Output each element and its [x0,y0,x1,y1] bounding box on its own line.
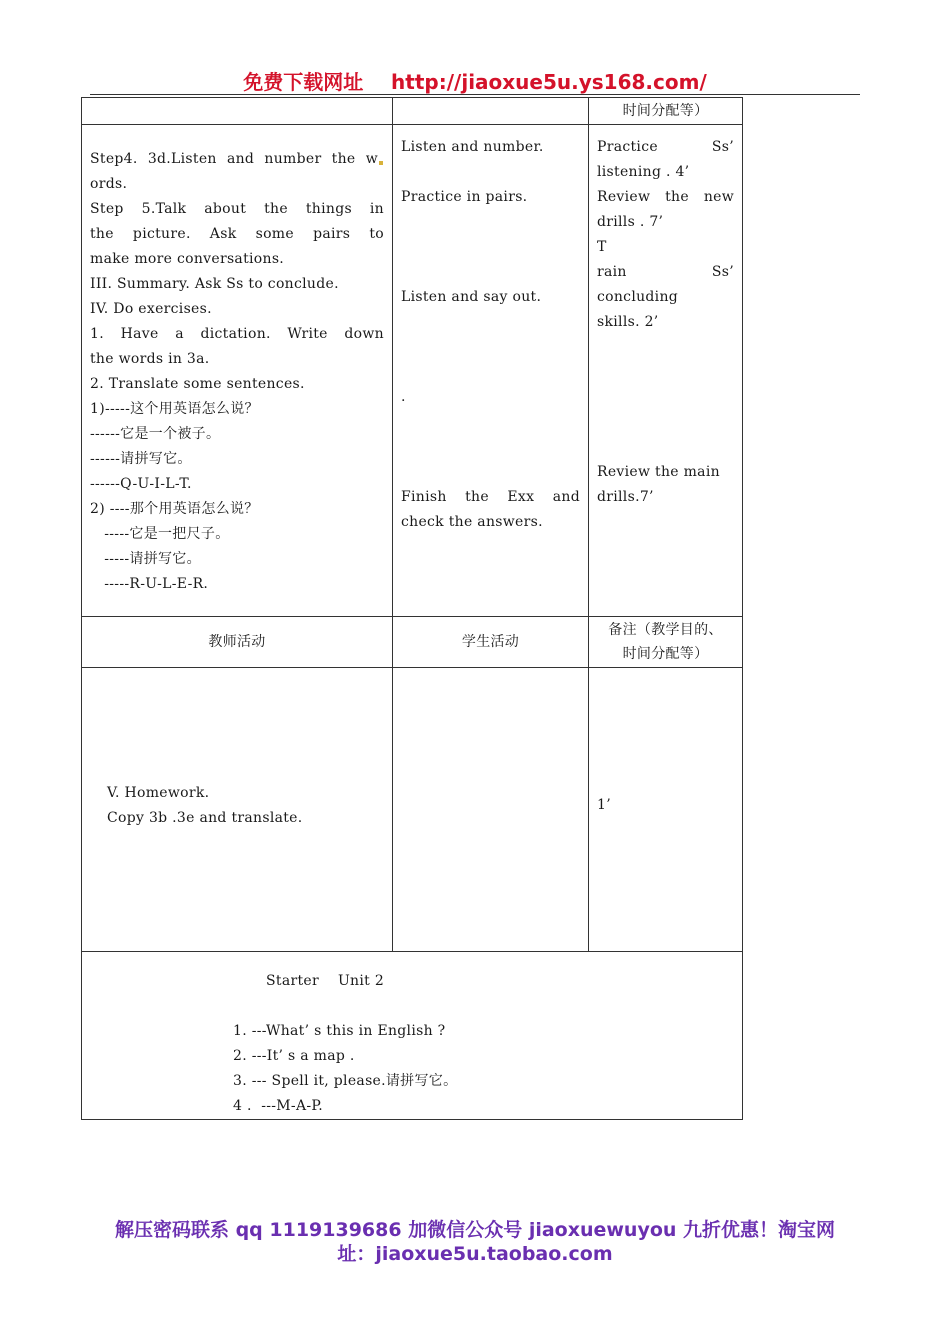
notes-header-fragment: 时间分配等） [622,103,709,119]
notes-cell-top [589,98,743,125]
text-line: make more conversations. [90,251,285,267]
text-line: 1)-----这个用英语怎么说？ [90,401,259,417]
text-line: check the answers. [401,514,543,530]
homework-student-cell [393,668,589,952]
text-line: Review the new [597,189,734,205]
content-row [82,125,743,617]
homework-cell [82,668,393,952]
text-line: the picture. Ask some pairs to [90,226,384,242]
text-line: skills. 2’ [597,314,659,330]
teacher-cell-top [82,98,393,125]
board-line: 1. ---What’ s this in English ? [233,1023,446,1039]
text-line: listening . 4’ [597,164,690,180]
text-line: drills . 7’ [597,214,664,230]
text-line: IV. Do exercises. [90,301,212,317]
board-title: Starter Unit 2 [266,973,385,989]
text-line: Practice in pairs. [401,189,528,205]
text-line: drills.7’ [597,489,654,505]
header-notes-line: 时间分配等） [622,646,709,662]
text-line: concluding [597,289,679,305]
text-line: ------它是一个被子。 [90,426,221,442]
text-line: Step4. 3d.Listen and number the w [90,147,384,172]
homework-text [82,668,392,831]
text-line: -----它是一把尺子。 [90,526,230,542]
text-line: Practice Ss’ [597,139,734,155]
board-lines [82,994,742,1119]
text-line: Copy 3b .3e and translate. [107,810,303,826]
text-line: ------Q-U-I-L-T. [90,476,192,492]
teacher-activity-text [82,125,392,597]
footer-line: 解压密码联系 qq 1119139686 加微信公众号 jiaoxuewuyou 九折优惠！淘宝网 [114,1219,836,1241]
continuation-row [82,98,743,125]
text-line: Step 5.Talk about the things in [90,201,384,217]
text-line: Listen and say out. [401,289,542,305]
text-line: . [401,389,406,405]
homework-time: 1’ [597,797,611,813]
board-design-row [82,952,743,1120]
text-line: ords. [90,176,128,192]
site-header-link[interactable]: 免费下载网址 http://jiaoxue5u.ys168.com/ [243,70,707,94]
teacher-activity-cell [82,125,393,617]
student-activity-text [393,125,588,535]
text-line: Finish the Exx and [401,489,580,505]
text-line: T [597,239,607,255]
text-line: V. Homework. [107,785,210,801]
student-cell-top [393,98,589,125]
homework-row [82,668,743,952]
text-line: -----请拼写它。 [90,551,201,567]
page-footer [0,1218,950,1266]
text-line: Listen and number. [401,139,544,155]
text-line: ------请拼写它。 [90,451,192,467]
text-line: 2. Translate some sentences. [90,376,305,392]
text-line: rain Ss’ [597,264,734,280]
board-design-cell [82,952,743,1120]
board-line: 2. ---It’ s a map . [233,1048,355,1064]
column-header-row [82,617,743,668]
notes-text [589,125,742,510]
mark-dot [379,161,383,165]
student-activity-cell [393,125,589,617]
text-line: Review the main [597,464,720,480]
header-notes [589,617,743,668]
lesson-plan-table [81,97,743,1120]
text-line: 1. Have a dictation. Write down [90,326,384,342]
text-line: 2) ----那个用英语怎么说？ [90,501,259,517]
header-notes-line: 备注（教学目的、 [608,622,723,638]
footer-shop-link[interactable]: 址：jiaoxue5u.taobao.com [337,1243,613,1265]
board-line: 3. --- Spell it, please.请拼写它。 [233,1073,458,1089]
header-student-activity: 学生活动 [393,617,589,668]
text-line: III. Summary. Ask Ss to conclude. [90,276,339,292]
text-line: -----R-U-L-E-R. [90,576,209,592]
header-divider [90,94,860,95]
homework-notes-cell [589,668,743,952]
board-line: 4 . ---M-A-P. [233,1098,324,1114]
text-line: the words in 3a. [90,351,210,367]
notes-cell [589,125,743,617]
header-teacher-activity: 教师活动 [82,617,393,668]
